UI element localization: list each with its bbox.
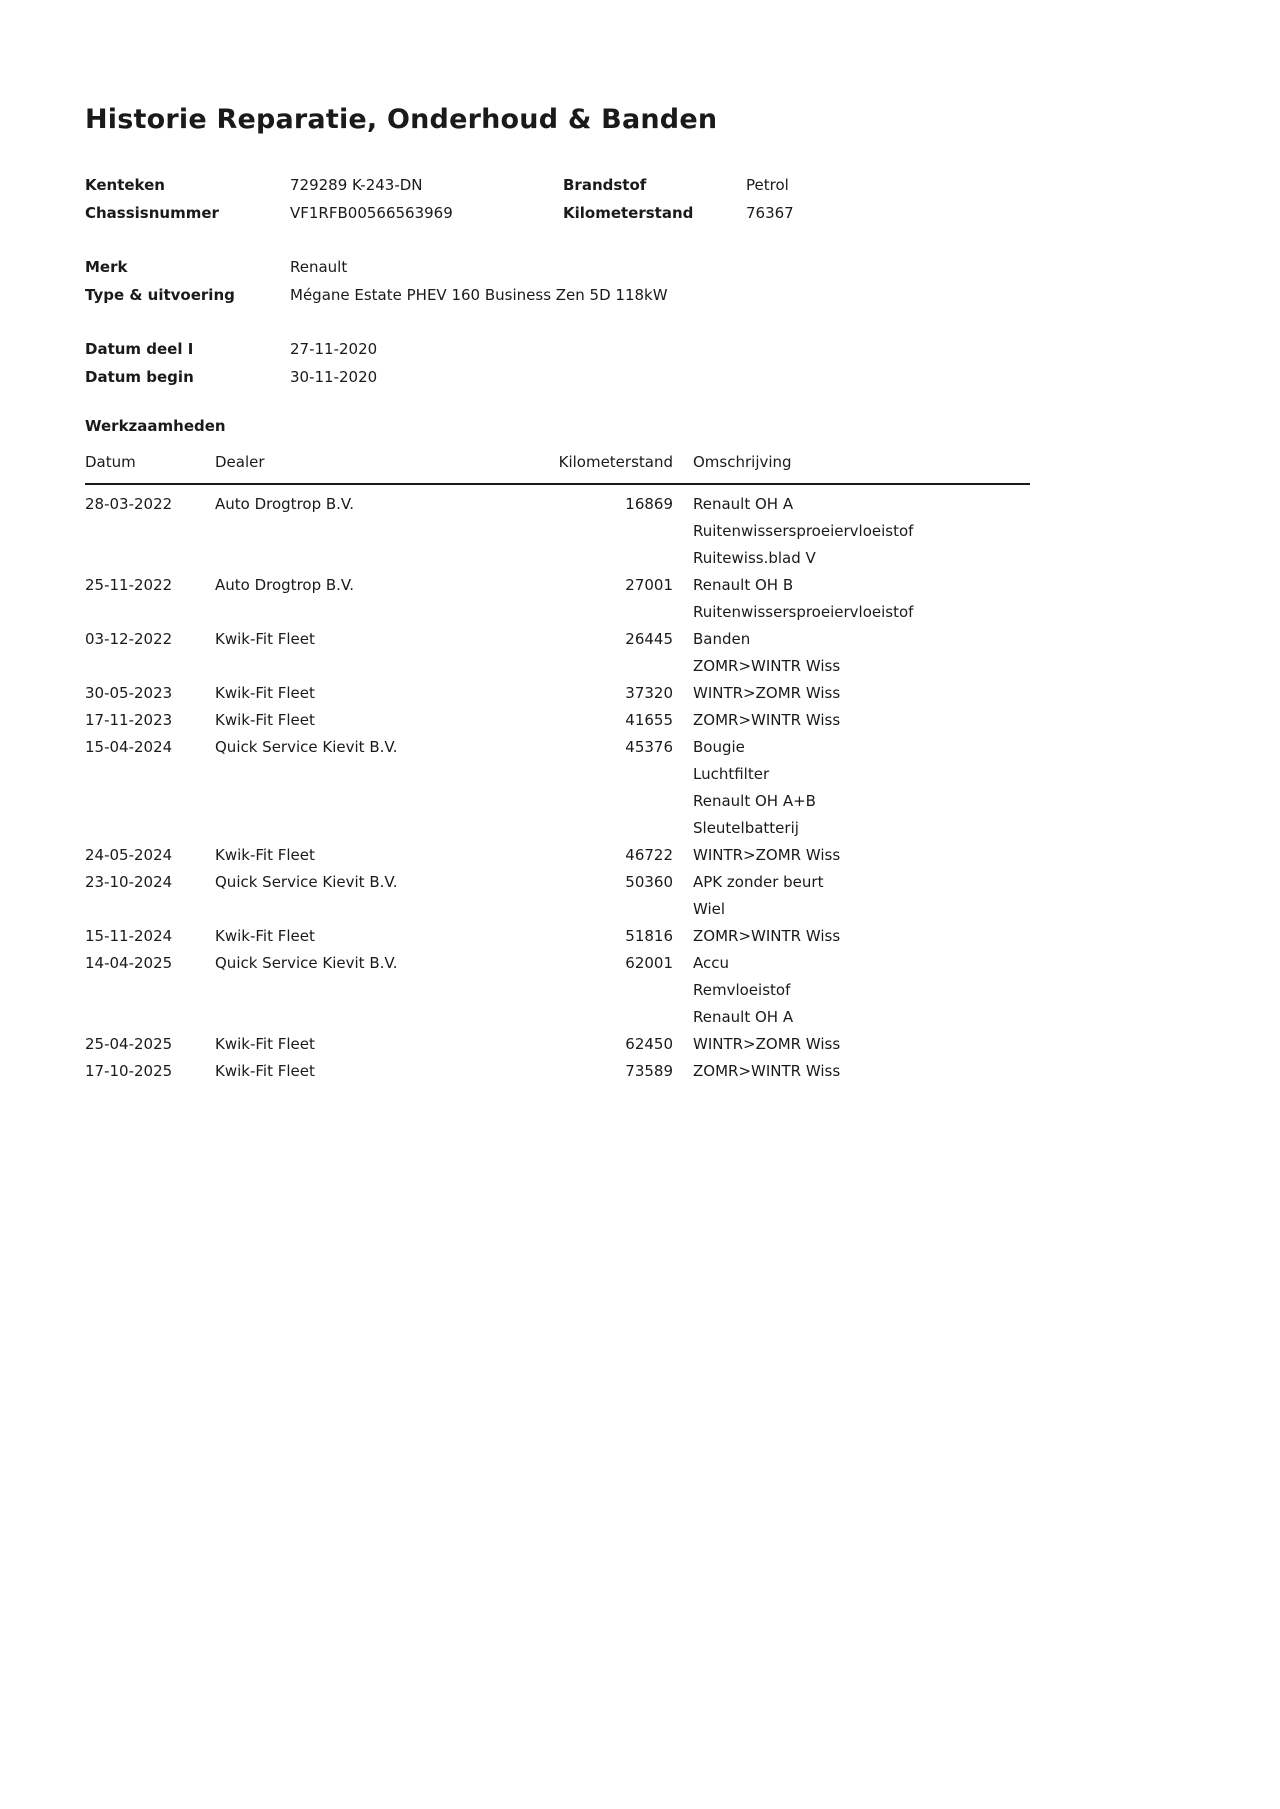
cell-omschrijving: Renault OH A+B [693,792,816,810]
column-header-datum: Datum [85,453,136,471]
cell-km [547,788,673,815]
cell-dealer [215,815,547,842]
table-row [85,734,1030,761]
kilometerstand-value: 76367 [746,204,794,222]
cell-km: 27001 [625,576,673,594]
cell-datum: 15-04-2024 [85,738,173,756]
info-row [85,171,1195,199]
cell-datum: 03-12-2022 [85,630,173,648]
cell-dealer [215,599,547,626]
cell-omschrijving: Renault OH A [693,1008,794,1026]
type-uitvoering-label: Type & uitvoering [85,286,235,304]
cell-omschrijving: Wiel [693,900,726,918]
cell-datum [85,788,215,815]
chassisnummer-label: Chassisnummer [85,204,219,222]
kenteken-label: Kenteken [85,176,165,194]
cell-dealer [215,761,547,788]
cell-km [547,815,673,842]
cell-dealer: Kwik-Fit Fleet [215,711,315,729]
type-uitvoering-value: Mégane Estate PHEV 160 Business Zen 5D 118kW [290,286,668,304]
datum-deel-value: 27-11-2020 [290,340,378,358]
merk-value: Renault [290,258,348,276]
cell-omschrijving: Ruitenwissersproeiervloeistof [693,522,914,540]
column-header-dealer: Dealer [215,453,265,471]
cell-datum: 25-11-2022 [85,576,173,594]
info-group-identity [85,171,1195,227]
cell-km: 26445 [625,630,673,648]
table-row-continuation [85,518,1030,545]
cell-datum: 17-11-2023 [85,711,173,729]
cell-datum: 23-10-2024 [85,873,173,891]
cell-omschrijving: ZOMR>WINTR Wiss [693,657,841,675]
cell-omschrijving: Renault OH A [693,495,794,513]
werkzaamheden-section-title: Werkzaamheden [85,417,226,435]
cell-dealer: Auto Drogtrop B.V. [215,495,355,513]
cell-dealer: Kwik-Fit Fleet [215,630,315,648]
cell-dealer: Kwik-Fit Fleet [215,684,315,702]
kenteken-value: 729289 K-243-DN [290,176,423,194]
cell-dealer [215,788,547,815]
chassisnummer-value: VF1RFB00566563969 [290,204,453,222]
table-row [85,869,1030,896]
cell-datum [85,977,215,1004]
table-row [85,923,1030,950]
datum-begin-value: 30-11-2020 [290,368,378,386]
cell-datum [85,518,215,545]
cell-km [547,761,673,788]
cell-omschrijving: Renault OH B [693,576,794,594]
table-row [85,572,1030,599]
cell-omschrijving: WINTR>ZOMR Wiss [693,1035,841,1053]
cell-omschrijving: ZOMR>WINTR Wiss [693,1062,841,1080]
info-group-vehicle [85,253,1195,309]
cell-datum: 25-04-2025 [85,1035,173,1053]
table-row-continuation [85,896,1030,923]
table-row-continuation [85,761,1030,788]
info-row [85,363,1195,391]
table-row-continuation [85,545,1030,572]
cell-km [547,599,673,626]
table-row [85,842,1030,869]
info-row [85,335,1195,363]
cell-datum: 24-05-2024 [85,846,173,864]
table-row-continuation [85,788,1030,815]
cell-omschrijving: Banden [693,630,751,648]
brandstof-label: Brandstof [563,176,647,194]
cell-km: 50360 [625,873,673,891]
info-group-dates [85,335,1195,391]
cell-km: 51816 [625,927,673,945]
cell-omschrijving: WINTR>ZOMR Wiss [693,684,841,702]
column-header-omschrijving: Omschrijving [693,453,792,471]
cell-km: 41655 [625,711,673,729]
cell-dealer [215,977,547,1004]
cell-dealer [215,1004,547,1031]
datum-deel-label: Datum deel I [85,340,194,358]
cell-omschrijving: WINTR>ZOMR Wiss [693,846,841,864]
merk-label: Merk [85,258,128,276]
cell-dealer: Quick Service Kievit B.V. [215,954,398,972]
cell-omschrijving: Ruitenwissersproeiervloeistof [693,603,914,621]
cell-datum [85,1004,215,1031]
cell-dealer: Quick Service Kievit B.V. [215,738,398,756]
table-row-continuation [85,815,1030,842]
cell-datum: 14-04-2025 [85,954,173,972]
table-row [85,707,1030,734]
cell-omschrijving: APK zonder beurt [693,873,824,891]
cell-omschrijving: Remvloeistof [693,981,791,999]
cell-km [547,545,673,572]
cell-km [547,1004,673,1031]
cell-km [547,653,673,680]
cell-km: 46722 [625,846,673,864]
cell-km: 45376 [625,738,673,756]
werkzaamheden-table-body [85,485,1195,1085]
werkzaamheden-table-header [85,449,1030,485]
cell-dealer: Auto Drogtrop B.V. [215,576,355,594]
cell-omschrijving: Luchtfilter [693,765,770,783]
cell-datum: 15-11-2024 [85,927,173,945]
table-row-continuation [85,977,1030,1004]
table-row [85,491,1030,518]
cell-dealer: Kwik-Fit Fleet [215,846,315,864]
cell-km [547,518,673,545]
cell-datum [85,653,215,680]
cell-dealer [215,545,547,572]
table-row-continuation [85,653,1030,680]
cell-dealer: Kwik-Fit Fleet [215,1062,315,1080]
table-row [85,950,1030,977]
cell-km: 62450 [625,1035,673,1053]
cell-km: 16869 [625,495,673,513]
cell-km: 62001 [625,954,673,972]
cell-omschrijving: Bougie [693,738,745,756]
cell-datum [85,599,215,626]
cell-omschrijving: Sleutelbatterij [693,819,799,837]
cell-dealer: Quick Service Kievit B.V. [215,873,398,891]
cell-dealer: Kwik-Fit Fleet [215,1035,315,1053]
cell-datum: 30-05-2023 [85,684,173,702]
cell-omschrijving: Ruitewiss.blad V [693,549,816,567]
cell-km: 73589 [625,1062,673,1080]
brandstof-value: Petrol [746,176,789,194]
cell-dealer: Kwik-Fit Fleet [215,927,315,945]
cell-dealer [215,896,547,923]
cell-datum [85,815,215,842]
cell-km [547,977,673,1004]
table-row-continuation [85,599,1030,626]
cell-omschrijving: ZOMR>WINTR Wiss [693,711,841,729]
kilometerstand-label: Kilometerstand [563,204,694,222]
cell-datum [85,761,215,788]
cell-datum: 17-10-2025 [85,1062,173,1080]
info-row [85,281,1195,309]
cell-dealer [215,653,547,680]
datum-begin-label: Datum begin [85,368,194,386]
cell-datum: 28-03-2022 [85,495,173,513]
cell-omschrijving: ZOMR>WINTR Wiss [693,927,841,945]
info-row [85,199,1195,227]
cell-km [547,896,673,923]
cell-datum [85,545,215,572]
page-title: Historie Reparatie, Onderhoud & Banden [85,104,718,135]
cell-dealer [215,518,547,545]
table-row [85,680,1030,707]
cell-datum [85,896,215,923]
table-row [85,1058,1030,1085]
info-row [85,253,1195,281]
table-row-continuation [85,1004,1030,1031]
cell-km: 37320 [625,684,673,702]
cell-omschrijving: Accu [693,954,729,972]
table-row [85,1031,1030,1058]
column-header-kilometerstand: Kilometerstand [558,453,673,471]
table-row [85,626,1030,653]
